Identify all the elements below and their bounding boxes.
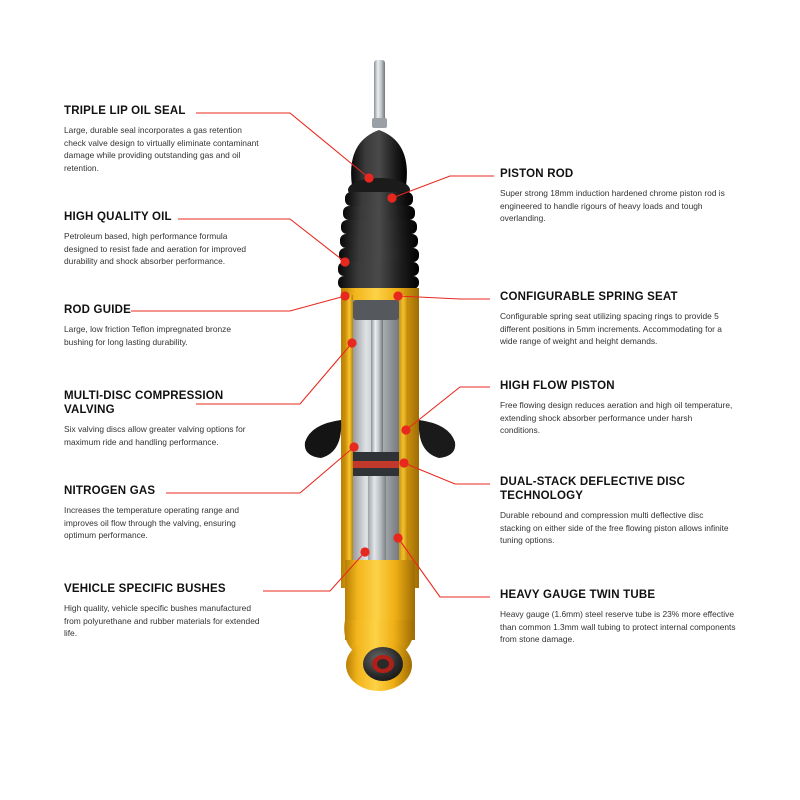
callout-body: Durable rebound and compression multi deflective disc stacking on either side of the free flowing piston allows infinite tuning options.	[500, 510, 729, 546]
callout-body: Super strong 18mm induction hardened chrome piston rod is engineered to handle rigours of heavy loads and tough overlanding.	[500, 188, 725, 224]
callout-body: High quality, vehicle specific bushes manufactured from polyurethane and rubber materials for extended life.	[64, 603, 260, 639]
callout-title: TRIPLE LIP OIL SEAL	[64, 105, 186, 117]
callout-title: MULTI-DISC COMPRESSION VALVING	[64, 390, 224, 416]
callout-dual-stack-deflective-disc-technology	[500, 475, 736, 547]
callout-title: HIGH QUALITY OIL	[64, 211, 172, 223]
callout-title: PISTON ROD	[500, 168, 574, 180]
callout-title: VEHICLE SPECIFIC BUSHES	[64, 583, 226, 595]
callout-configurable-spring-seat	[500, 290, 740, 348]
callout-title: HIGH FLOW PISTON	[500, 380, 615, 392]
callout-title: CONFIGURABLE SPRING SEAT	[500, 291, 678, 303]
callout-body: Configurable spring seat utilizing spacing rings to provide 5 different positions in 5mm increments. Accommodating for a wide range of weight and height demands.	[500, 311, 722, 347]
callout-title: NITROGEN GAS	[64, 485, 156, 497]
callout-body: Free flowing design reduces aeration and high oil temperature, extending shock absorber performance under harsh conditions.	[500, 400, 733, 436]
callout-high-quality-oil	[64, 210, 260, 268]
callout-vehicle-specific-bushes	[64, 582, 264, 640]
callout-title: ROD GUIDE	[64, 304, 131, 316]
callout-body: Large, low friction Teflon impregnated bronze bushing for long lasting durability.	[64, 324, 231, 347]
callout-heavy-gauge-twin-tube	[500, 588, 740, 646]
callout-title: HEAVY GAUGE TWIN TUBE	[500, 589, 656, 601]
callout-body: Heavy gauge (1.6mm) steel reserve tube is 23% more effective than common 1.3mm wall tubing to protect internal components from stone damage.	[500, 609, 736, 645]
callout-body: Petroleum based, high performance formula designed to resist fade and aeration for improved durability and shock absorber performance.	[64, 231, 247, 267]
callout-rod-guide	[64, 303, 256, 348]
callout-high-flow-piston	[500, 379, 734, 437]
callout-title: DUAL-STACK DEFLECTIVE DISC TECHNOLOGY	[500, 476, 686, 502]
callout-nitrogen-gas	[64, 484, 260, 542]
callout-triple-lip-oil-seal	[64, 104, 264, 174]
callout-body: Large, durable seal incorporates a gas retention check valve design to virtually eliminate contaminant damage while providing outstanding gas and oil retention.	[64, 125, 259, 173]
callout-piston-rod	[500, 167, 738, 225]
callout-multi-disc-compression-valving	[64, 389, 264, 448]
callout-body: Six valving discs allow greater valving options for maximum ride and handling performance.	[64, 424, 246, 447]
callout-body: Increases the temperature operating range and improves oil flow through the valving, ensuring optimum performance.	[64, 505, 240, 541]
